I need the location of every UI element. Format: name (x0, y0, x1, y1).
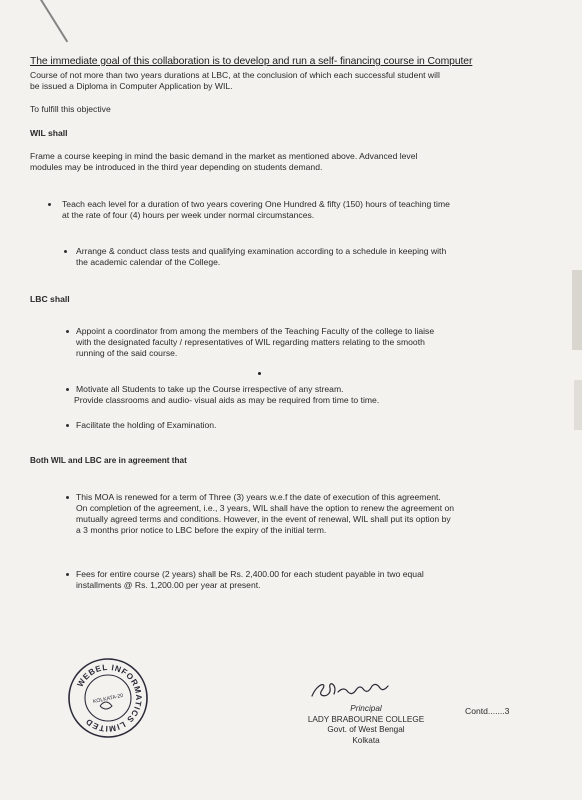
agreement-section-title: Both WIL and LBC are in agreement that (30, 456, 187, 465)
bullet-dot (66, 388, 69, 391)
wil-bullet-2-line-2: the academic calendar of the College. (76, 257, 221, 267)
wil-paragraph-line-1: Frame a course keeping in mind the basic demand in the market as mentioned above. Advanced level (30, 151, 418, 161)
wil-bullet-1-line-1: Teach each level for a duration of two years covering One Hundred & fifty (150) hours of teaching time (62, 199, 450, 209)
lbc-section-title: LBC shall (30, 294, 70, 304)
svg-text:KOLKATA-20: KOLKATA-20 (92, 692, 124, 706)
signatory-block (286, 704, 446, 746)
scan-edge-shadow (574, 380, 582, 430)
wil-bullet-2-line-1: Arrange & conduct class tests and qualifying examination according to a schedule in keeping with (76, 246, 447, 256)
agreement-bullet-1-line-1: This MOA is renewed for a term of Three (3) years w.e.f the date of execution of this agreement. (76, 492, 441, 502)
scan-speck (258, 372, 261, 375)
lbc-bullet-3-line-1: Facilitate the holding of Examination. (76, 420, 217, 430)
lbc-bullet-1-line-1: Appoint a coordinator from among the members of the Teaching Faculty of the college to liaise (76, 326, 435, 336)
wil-bullet-1-line-2: at the rate of four (4) hours per week under normal circumstances. (62, 210, 315, 220)
lbc-bullet-1-line-2: with the designated faculty / representatives of WIL regarding matters relating to the smooth (76, 337, 425, 347)
bullet-dot (66, 424, 69, 427)
college-name: LADY BRABOURNE COLLEGE (307, 714, 425, 724)
objective-text: To fulfill this objective (30, 104, 111, 114)
bullet-dot (64, 250, 67, 253)
intro-line-2: be issued a Diploma in Computer Application by WIL. (30, 81, 233, 91)
government-name: Govt. of West Bengal (327, 725, 405, 734)
city-name: Kolkata (352, 735, 380, 745)
handwritten-signature (308, 678, 398, 707)
bullet-dot (48, 203, 51, 206)
lbc-bullet-2-line-1: Motivate all Students to take up the Course irrespective of any stream. (76, 384, 344, 394)
lbc-bullet-2-line-2: Provide classrooms and audio- visual aids as may be required from time to time. (74, 395, 380, 405)
agreement-bullet-1-line-3: mutually agreed terms and conditions. However, in the event of renewal, WIL shall put its option by (76, 514, 451, 524)
wil-section-title: WIL shall (30, 128, 68, 138)
intro-line-1: Course of not more than two years durations at LBC, at the conclusion of which each successful student will (30, 70, 440, 80)
lbc-bullet-1-line-3: running of the said course. (76, 348, 178, 358)
agreement-bullet-2-line-2: installments @ Rs. 1,200.00 per year at present. (76, 580, 261, 590)
agreement-bullet-1-line-2: On completion of the agreement, i.e., 3 years, WIL shall have the option to renew the agreement on (76, 503, 455, 513)
continued-marker: Contd.......3 (465, 706, 510, 716)
bullet-dot (66, 496, 69, 499)
company-seal-stamp (66, 656, 150, 740)
bullet-dot (66, 330, 69, 333)
scan-edge-shadow (572, 270, 582, 350)
agreement-bullet-2-line-1: Fees for entire course (2 years) shall be Rs. 2,400.00 for each student payable in two equal (76, 569, 424, 579)
document-heading: The immediate goal of this collaboration is to develop and run a self- financing course in Computer (30, 56, 473, 67)
wil-paragraph-line-2: modules may be introduced in the third year depending on students demand. (30, 162, 323, 172)
agreement-bullet-1-line-4: a 3 months prior notice to LBC before the expiry of the initial term. (76, 525, 327, 535)
bullet-dot (66, 573, 69, 576)
svg-text:WEBEL INFORMATICS LIMITED: WEBEL INFORMATICS LIMITED (75, 662, 144, 734)
scan-artifact-line (40, 0, 68, 42)
signatory-title: Principal (350, 704, 382, 713)
